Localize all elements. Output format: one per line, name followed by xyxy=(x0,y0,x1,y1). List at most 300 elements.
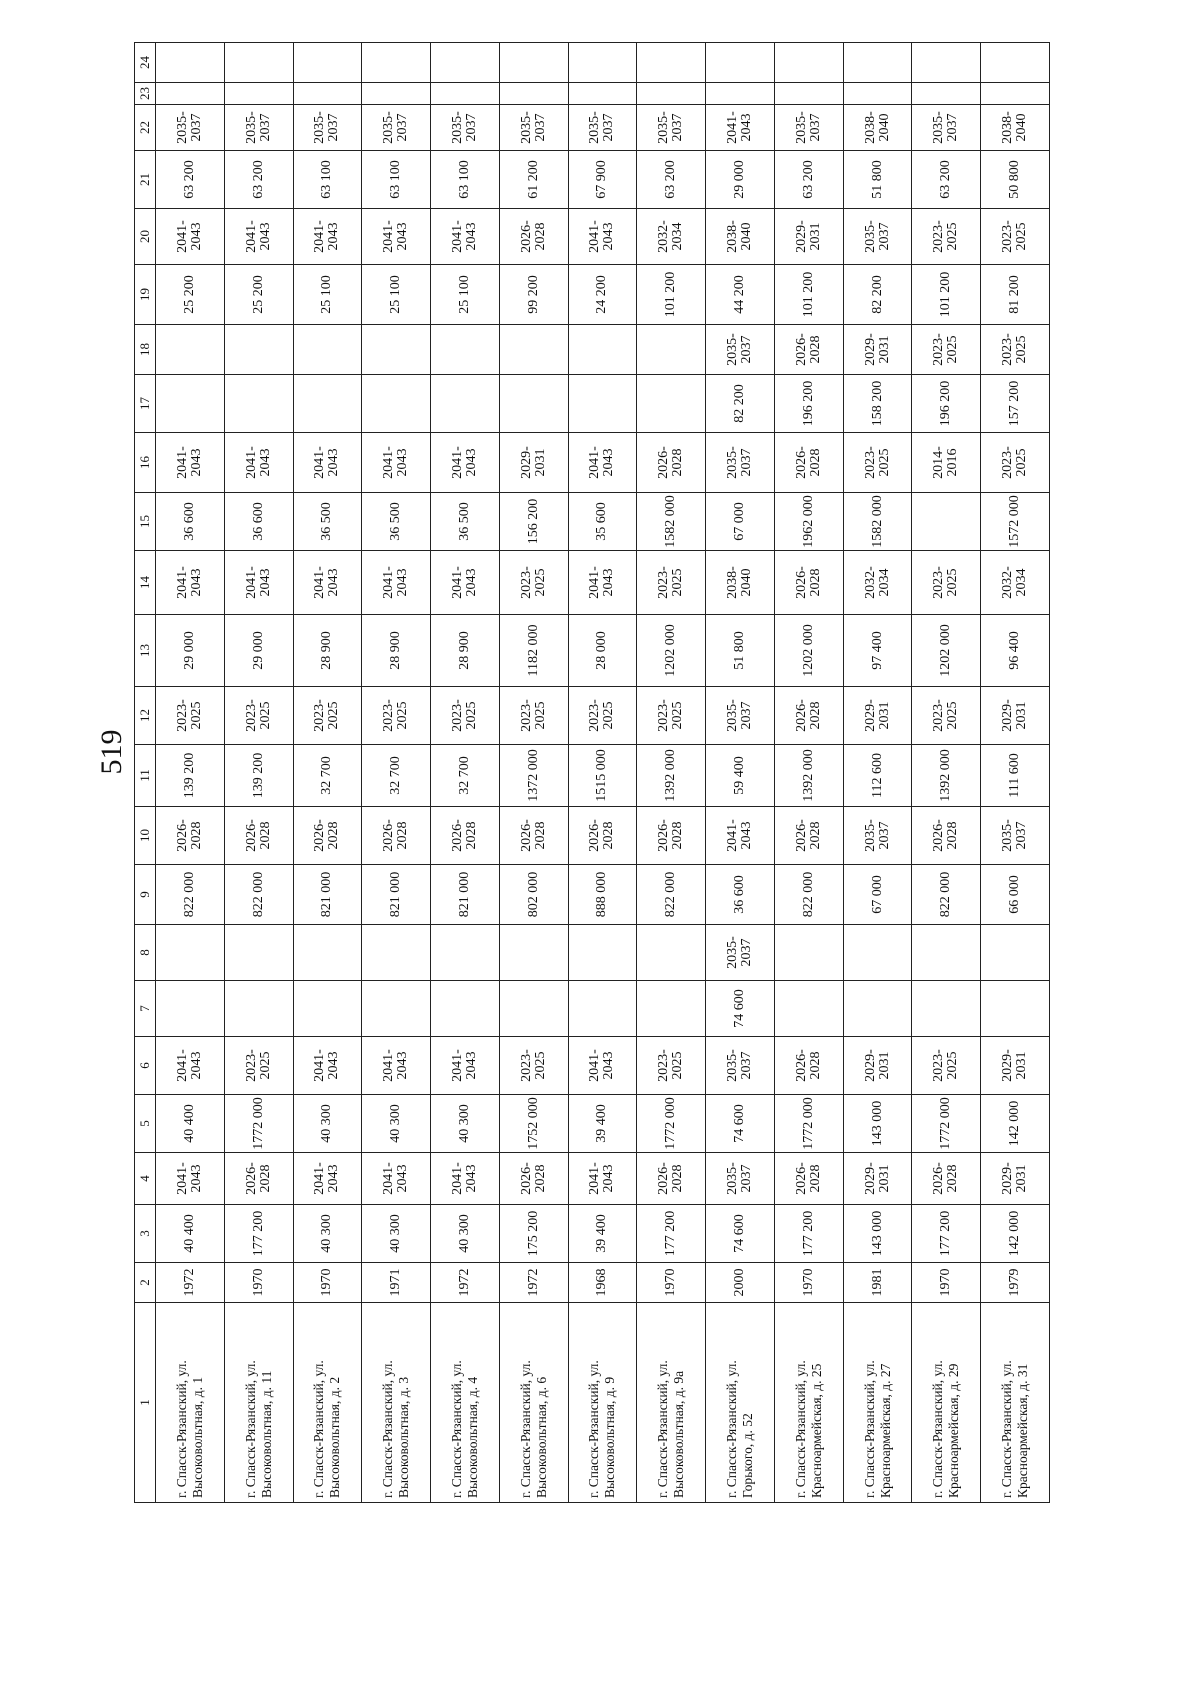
table-cell xyxy=(224,375,293,433)
table-cell: 101 200 xyxy=(774,265,843,325)
table-cell xyxy=(912,981,981,1037)
table-cell: 24 200 xyxy=(568,265,637,325)
table-cell xyxy=(568,925,637,981)
table-cell: 2023-2025 xyxy=(637,551,706,615)
table-cell: 40 300 xyxy=(293,1205,362,1263)
table-cell xyxy=(637,375,706,433)
table-row xyxy=(981,43,1050,1503)
table-cell: 2038-2040 xyxy=(706,209,775,265)
table-cell: 158 200 xyxy=(843,375,912,433)
table-cell: 2038-2040 xyxy=(706,551,775,615)
table-cell: 63 200 xyxy=(156,151,225,209)
table-cell: 2035-2037 xyxy=(224,105,293,151)
table-cell: 2041-2043 xyxy=(568,551,637,615)
table-cell: 29 000 xyxy=(706,151,775,209)
table-cell xyxy=(912,925,981,981)
table-cell: 2041-2043 xyxy=(706,807,775,865)
table-cell: 2041-2043 xyxy=(224,209,293,265)
table-cell xyxy=(156,925,225,981)
table-cell: 2026-2028 xyxy=(224,807,293,865)
table-cell: 40 400 xyxy=(156,1095,225,1153)
table-cell: 821 000 xyxy=(431,865,500,925)
column-header: 8 xyxy=(135,925,156,981)
table-cell: 177 200 xyxy=(912,1205,981,1263)
column-header: 18 xyxy=(135,325,156,375)
table-cell: 99 200 xyxy=(499,265,568,325)
column-header: 22 xyxy=(135,105,156,151)
column-header: 1 xyxy=(135,1303,156,1503)
table-cell: 2041-2043 xyxy=(568,209,637,265)
table-cell: 2041-2043 xyxy=(293,209,362,265)
table-cell xyxy=(568,375,637,433)
table-cell: 1202 000 xyxy=(637,615,706,687)
table-cell: 28 900 xyxy=(362,615,431,687)
table-cell: 25 100 xyxy=(431,265,500,325)
table-cell: 2023-2025 xyxy=(568,687,637,745)
column-header: 23 xyxy=(135,83,156,105)
table-cell: 2026-2028 xyxy=(431,807,500,865)
table-cell: 1981 xyxy=(843,1263,912,1303)
table-cell: 96 400 xyxy=(981,615,1050,687)
table-row xyxy=(568,43,637,1503)
table-cell: 2035-2037 xyxy=(637,105,706,151)
address-cell: г. Спасск-Рязанский, ул. Высоковольтная, д. 6 xyxy=(499,1303,568,1503)
table-cell: 196 200 xyxy=(774,375,843,433)
table-cell: 74 600 xyxy=(706,1205,775,1263)
table-cell: 2023-2025 xyxy=(981,209,1050,265)
table-cell: 2026-2028 xyxy=(362,807,431,865)
table-cell xyxy=(362,43,431,83)
table-cell: 40 300 xyxy=(293,1095,362,1153)
table-cell xyxy=(431,925,500,981)
table-cell: 2035-2037 xyxy=(156,105,225,151)
table-cell: 2041-2043 xyxy=(293,433,362,493)
table-cell: 2026-2028 xyxy=(637,1153,706,1205)
table-cell: 74 600 xyxy=(706,1095,775,1153)
table-cell: 2026-2028 xyxy=(774,325,843,375)
table-cell: 63 200 xyxy=(224,151,293,209)
table-cell: 2035-2037 xyxy=(774,105,843,151)
table-cell xyxy=(981,981,1050,1037)
table-cell xyxy=(706,43,775,83)
column-header: 7 xyxy=(135,981,156,1037)
table-cell: 2035-2037 xyxy=(706,325,775,375)
table-cell xyxy=(362,925,431,981)
table-cell: 2026-2028 xyxy=(637,433,706,493)
table-cell: 2041-2043 xyxy=(431,1153,500,1205)
address-cell: г. Спасск-Рязанский, ул. Высоковольтная, д. 3 xyxy=(362,1303,431,1503)
column-header: 13 xyxy=(135,615,156,687)
table-cell: 2029-2031 xyxy=(981,687,1050,745)
table-row xyxy=(293,43,362,1503)
table-row xyxy=(843,43,912,1503)
table-cell: 29 000 xyxy=(224,615,293,687)
column-header: 21 xyxy=(135,151,156,209)
table-cell: 2041-2043 xyxy=(362,433,431,493)
table-cell xyxy=(568,981,637,1037)
table-cell: 1515 000 xyxy=(568,745,637,807)
table-row xyxy=(774,43,843,1503)
table-cell: 2026-2028 xyxy=(774,1037,843,1095)
table-cell: 2026-2028 xyxy=(912,1153,981,1205)
table-cell: 63 100 xyxy=(293,151,362,209)
address-cell: г. Спасск-Рязанский, ул. Красноармейская, д. 29 xyxy=(912,1303,981,1503)
table-cell: 2041-2043 xyxy=(431,1037,500,1095)
table-cell: 2041-2043 xyxy=(156,1153,225,1205)
table-cell: 36 500 xyxy=(431,493,500,551)
table-cell: 2041-2043 xyxy=(362,551,431,615)
table-cell: 2023-2025 xyxy=(499,1037,568,1095)
column-header: 17 xyxy=(135,375,156,433)
table-cell: 2041-2043 xyxy=(568,1153,637,1205)
table-cell: 51 800 xyxy=(706,615,775,687)
address-cell: г. Спасск-Рязанский, ул. Красноармейская, д. 27 xyxy=(843,1303,912,1503)
table-cell xyxy=(362,375,431,433)
table-cell: 196 200 xyxy=(912,375,981,433)
table-cell: 32 700 xyxy=(431,745,500,807)
column-header: 14 xyxy=(135,551,156,615)
table-cell: 67 000 xyxy=(843,865,912,925)
table-cell: 63 100 xyxy=(431,151,500,209)
table-cell: 63 200 xyxy=(637,151,706,209)
column-header: 16 xyxy=(135,433,156,493)
table-cell xyxy=(156,981,225,1037)
table-cell xyxy=(637,83,706,105)
table-cell: 2023-2025 xyxy=(637,687,706,745)
table-cell: 40 300 xyxy=(362,1095,431,1153)
rotated-table-container xyxy=(134,43,1050,1503)
table-cell: 2041-2043 xyxy=(568,1037,637,1095)
table-cell: 2026-2028 xyxy=(293,807,362,865)
table-cell: 2035-2037 xyxy=(706,433,775,493)
table-cell: 142 000 xyxy=(981,1095,1050,1153)
table-cell: 1972 xyxy=(156,1263,225,1303)
table-cell: 822 000 xyxy=(774,865,843,925)
table-cell: 2035-2037 xyxy=(706,1153,775,1205)
table-cell: 1972 xyxy=(431,1263,500,1303)
table-cell: 2041-2043 xyxy=(362,1037,431,1095)
table-cell: 59 400 xyxy=(706,745,775,807)
table-row xyxy=(431,43,500,1503)
table-row xyxy=(912,43,981,1503)
table-cell: 63 200 xyxy=(774,151,843,209)
column-header: 12 xyxy=(135,687,156,745)
table-cell: 2029-2031 xyxy=(843,1037,912,1095)
table-cell: 2026-2028 xyxy=(912,807,981,865)
table-cell: 2029-2031 xyxy=(843,1153,912,1205)
table-cell: 28 900 xyxy=(293,615,362,687)
table-cell: 25 100 xyxy=(362,265,431,325)
table-cell: 2035-2037 xyxy=(706,1037,775,1095)
table-cell: 2023-2025 xyxy=(499,551,568,615)
table-cell xyxy=(224,83,293,105)
table-cell: 2041-2043 xyxy=(362,209,431,265)
table-cell: 2026-2028 xyxy=(499,1153,568,1205)
table-cell xyxy=(499,83,568,105)
table-cell xyxy=(224,981,293,1037)
table-cell: 2038-2040 xyxy=(981,105,1050,151)
table-cell xyxy=(912,43,981,83)
table-cell: 139 200 xyxy=(224,745,293,807)
table-cell xyxy=(637,925,706,981)
table-cell: 1392 000 xyxy=(774,745,843,807)
table-cell: 74 600 xyxy=(706,981,775,1037)
table-cell: 1979 xyxy=(981,1263,1050,1303)
table-cell: 2038-2040 xyxy=(843,105,912,151)
table-cell: 39 400 xyxy=(568,1205,637,1263)
column-header: 15 xyxy=(135,493,156,551)
table-cell xyxy=(224,925,293,981)
table-cell: 2023-2025 xyxy=(431,687,500,745)
address-cell: г. Спасск-Рязанский, ул. Высоковольтная, д. 9а xyxy=(637,1303,706,1503)
table-cell: 2035-2037 xyxy=(362,105,431,151)
table-cell: 2023-2025 xyxy=(912,325,981,375)
table-cell xyxy=(293,83,362,105)
table-cell: 32 700 xyxy=(362,745,431,807)
address-cell: г. Спасск-Рязанский, ул. Горького, д. 52 xyxy=(706,1303,775,1503)
table-cell xyxy=(981,925,1050,981)
table-cell xyxy=(499,981,568,1037)
table-cell xyxy=(499,925,568,981)
table-cell: 156 200 xyxy=(499,493,568,551)
table-cell: 822 000 xyxy=(912,865,981,925)
table-row xyxy=(156,43,225,1503)
table-cell: 25 200 xyxy=(156,265,225,325)
table-cell xyxy=(293,925,362,981)
table-cell: 2023-2025 xyxy=(912,1037,981,1095)
table-cell: 2023-2025 xyxy=(912,209,981,265)
table-cell: 2035-2037 xyxy=(706,925,775,981)
table-cell: 2029-2031 xyxy=(843,325,912,375)
address-cell: г. Спасск-Рязанский, ул. Высоковольтная, д. 1 xyxy=(156,1303,225,1503)
table-cell: 2026-2028 xyxy=(499,209,568,265)
table-cell: 2035-2037 xyxy=(706,687,775,745)
table-cell: 2035-2037 xyxy=(843,209,912,265)
table-cell: 2041-2043 xyxy=(293,1037,362,1095)
table-cell: 2041-2043 xyxy=(568,433,637,493)
table-cell: 2023-2025 xyxy=(156,687,225,745)
table-body xyxy=(156,43,1050,1503)
table-cell xyxy=(568,43,637,83)
table-cell: 2026-2028 xyxy=(224,1153,293,1205)
table-cell: 61 200 xyxy=(499,151,568,209)
table-cell: 2026-2028 xyxy=(156,807,225,865)
table-cell: 40 300 xyxy=(431,1095,500,1153)
table-cell: 29 000 xyxy=(156,615,225,687)
table-cell: 2041-2043 xyxy=(431,433,500,493)
table-cell: 112 600 xyxy=(843,745,912,807)
table-cell: 177 200 xyxy=(774,1205,843,1263)
table-cell: 2041-2043 xyxy=(156,433,225,493)
table-cell xyxy=(293,325,362,375)
table-cell: 1392 000 xyxy=(912,745,981,807)
table-cell: 44 200 xyxy=(706,265,775,325)
table-cell: 51 800 xyxy=(843,151,912,209)
table-cell: 1971 xyxy=(362,1263,431,1303)
table-cell: 177 200 xyxy=(224,1205,293,1263)
column-header: 2 xyxy=(135,1263,156,1303)
table-cell: 2023-2025 xyxy=(981,325,1050,375)
table-cell: 2026-2028 xyxy=(637,807,706,865)
table-cell: 2023-2025 xyxy=(293,687,362,745)
column-header: 10 xyxy=(135,807,156,865)
table-cell: 36 600 xyxy=(706,865,775,925)
table-row xyxy=(499,43,568,1503)
table-cell xyxy=(499,43,568,83)
table-cell xyxy=(431,325,500,375)
table-cell: 28 000 xyxy=(568,615,637,687)
table-cell: 82 200 xyxy=(843,265,912,325)
table-cell: 66 000 xyxy=(981,865,1050,925)
table-cell: 2041-2043 xyxy=(156,551,225,615)
table-cell: 1772 000 xyxy=(912,1095,981,1153)
table-cell: 2035-2037 xyxy=(843,807,912,865)
table-cell: 2041-2043 xyxy=(293,551,362,615)
table-cell: 822 000 xyxy=(224,865,293,925)
table-cell: 36 600 xyxy=(224,493,293,551)
table-cell: 82 200 xyxy=(706,375,775,433)
table-cell: 1970 xyxy=(637,1263,706,1303)
table-cell: 2029-2031 xyxy=(843,687,912,745)
column-header: 4 xyxy=(135,1153,156,1205)
table-cell: 1572 000 xyxy=(981,493,1050,551)
table-cell: 2035-2037 xyxy=(293,105,362,151)
table-cell: 2035-2037 xyxy=(568,105,637,151)
table-cell: 822 000 xyxy=(156,865,225,925)
header-row xyxy=(135,43,156,1503)
table-cell: 1772 000 xyxy=(637,1095,706,1153)
table-cell: 821 000 xyxy=(362,865,431,925)
table-cell: 2026-2028 xyxy=(568,807,637,865)
table-cell: 1772 000 xyxy=(774,1095,843,1153)
table-cell: 2041-2043 xyxy=(156,209,225,265)
table-cell: 1772 000 xyxy=(224,1095,293,1153)
table-cell: 1752 000 xyxy=(499,1095,568,1153)
table-cell: 32 700 xyxy=(293,745,362,807)
table-row xyxy=(706,43,775,1503)
table-cell: 25 100 xyxy=(293,265,362,325)
table-cell xyxy=(912,83,981,105)
column-header: 24 xyxy=(135,43,156,83)
table-cell: 1202 000 xyxy=(912,615,981,687)
address-cell: г. Спасск-Рязанский, ул. Красноармейская, д. 25 xyxy=(774,1303,843,1503)
column-header: 6 xyxy=(135,1037,156,1095)
table-cell: 1372 000 xyxy=(499,745,568,807)
column-header: 19 xyxy=(135,265,156,325)
table-cell: 2041-2043 xyxy=(293,1153,362,1205)
table-cell xyxy=(362,83,431,105)
table-cell xyxy=(362,325,431,375)
table-cell: 101 200 xyxy=(637,265,706,325)
table-cell: 36 500 xyxy=(293,493,362,551)
table-cell: 2023-2025 xyxy=(843,433,912,493)
table-cell: 25 200 xyxy=(224,265,293,325)
table-cell: 2026-2028 xyxy=(774,551,843,615)
table-cell xyxy=(774,981,843,1037)
table-cell: 1972 xyxy=(499,1263,568,1303)
table-cell: 36 600 xyxy=(156,493,225,551)
table-cell: 1202 000 xyxy=(774,615,843,687)
table-cell xyxy=(637,981,706,1037)
table-cell: 888 000 xyxy=(568,865,637,925)
table-cell: 1182 000 xyxy=(499,615,568,687)
repair-schedule-table xyxy=(134,42,1050,1503)
table-cell: 2014-2016 xyxy=(912,433,981,493)
table-cell: 40 300 xyxy=(362,1205,431,1263)
table-cell: 2032-2034 xyxy=(637,209,706,265)
table-cell xyxy=(156,43,225,83)
table-row xyxy=(224,43,293,1503)
table-cell: 2023-2025 xyxy=(224,687,293,745)
table-cell xyxy=(293,375,362,433)
table-cell: 2026-2028 xyxy=(774,687,843,745)
table-cell: 1970 xyxy=(224,1263,293,1303)
table-cell: 2041-2043 xyxy=(156,1037,225,1095)
table-cell: 1582 000 xyxy=(843,493,912,551)
address-cell: г. Спасск-Рязанский, ул. Высоковольтная, д. 11 xyxy=(224,1303,293,1503)
table-cell: 2032-2034 xyxy=(843,551,912,615)
table-cell: 802 000 xyxy=(499,865,568,925)
table-cell: 1970 xyxy=(774,1263,843,1303)
table-cell: 2041-2043 xyxy=(706,105,775,151)
table-cell: 2029-2031 xyxy=(774,209,843,265)
table-cell: 2023-2025 xyxy=(981,433,1050,493)
table-cell: 111 600 xyxy=(981,745,1050,807)
table-cell xyxy=(156,375,225,433)
table-cell: 2023-2025 xyxy=(912,551,981,615)
table-cell: 50 800 xyxy=(981,151,1050,209)
table-row xyxy=(362,43,431,1503)
address-cell: г. Спасск-Рязанский, ул. Высоковольтная, д. 9 xyxy=(568,1303,637,1503)
table-cell: 2035-2037 xyxy=(431,105,500,151)
column-header: 11 xyxy=(135,745,156,807)
table-cell: 28 900 xyxy=(431,615,500,687)
table-cell: 2026-2028 xyxy=(499,807,568,865)
table-cell: 821 000 xyxy=(293,865,362,925)
table-cell xyxy=(224,43,293,83)
table-cell: 2000 xyxy=(706,1263,775,1303)
table-cell xyxy=(293,981,362,1037)
table-cell: 39 400 xyxy=(568,1095,637,1153)
table-cell xyxy=(843,43,912,83)
table-cell: 1392 000 xyxy=(637,745,706,807)
table-cell: 2032-2034 xyxy=(981,551,1050,615)
table-cell: 2041-2043 xyxy=(224,551,293,615)
table-cell: 2035-2037 xyxy=(981,807,1050,865)
table-cell xyxy=(981,43,1050,83)
table-cell: 67 900 xyxy=(568,151,637,209)
table-cell: 63 200 xyxy=(912,151,981,209)
table-cell xyxy=(774,925,843,981)
table-cell: 143 000 xyxy=(843,1095,912,1153)
column-header: 3 xyxy=(135,1205,156,1263)
table-cell: 2035-2037 xyxy=(499,105,568,151)
table-cell xyxy=(774,83,843,105)
table-cell xyxy=(637,43,706,83)
table-cell: 2023-2025 xyxy=(912,687,981,745)
table-cell xyxy=(431,375,500,433)
table-cell xyxy=(843,981,912,1037)
address-cell: г. Спасск-Рязанский, ул. Высоковольтная, д. 2 xyxy=(293,1303,362,1503)
table-cell: 2041-2043 xyxy=(431,551,500,615)
table-cell: 101 200 xyxy=(912,265,981,325)
table-cell: 2026-2028 xyxy=(774,807,843,865)
table-cell xyxy=(362,981,431,1037)
table-cell xyxy=(431,43,500,83)
table-cell: 2023-2025 xyxy=(499,687,568,745)
table-cell: 40 400 xyxy=(156,1205,225,1263)
table-cell xyxy=(499,325,568,375)
